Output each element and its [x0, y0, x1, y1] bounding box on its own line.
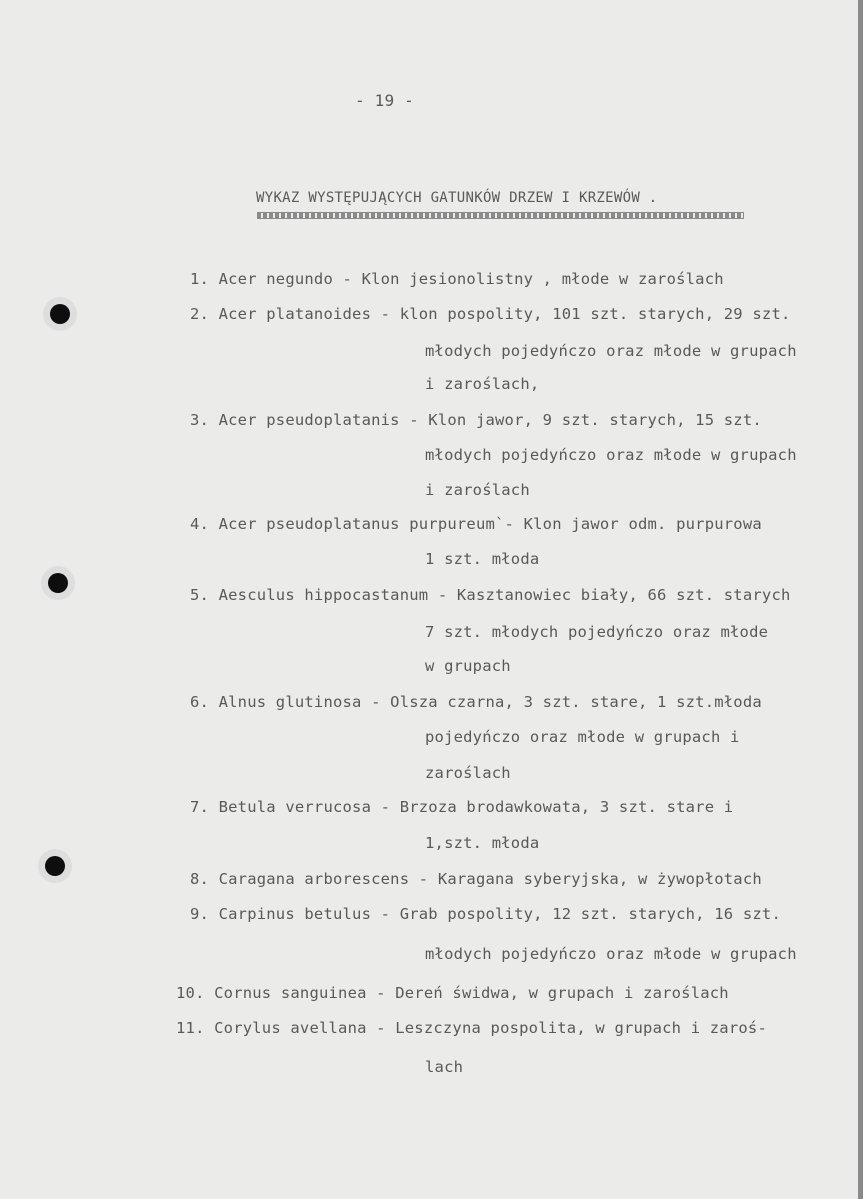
- species-line: pojedyńczo oraz młode w grupach i: [425, 728, 740, 746]
- punch-hole-bottom: [45, 856, 65, 876]
- species-line: 5. Aesculus hippocastanum - Kasztanowiec biały, 66 szt. starych: [190, 586, 791, 604]
- species-line: w grupach: [425, 657, 511, 675]
- species-line: zaroślach: [425, 764, 511, 782]
- species-line: 3. Acer pseudoplatanis - Klon jawor, 9 szt. starych, 15 szt.: [190, 411, 762, 429]
- species-line: i zaroślach: [425, 481, 530, 499]
- species-line: 8. Caragana arborescens - Karagana syberyjska, w żywopłotach: [190, 870, 762, 888]
- species-line: 1,szt. młoda: [425, 834, 540, 852]
- species-line: lach: [425, 1058, 464, 1076]
- species-line: 9. Carpinus betulus - Grab pospolity, 12 szt. starych, 16 szt.: [190, 905, 781, 923]
- species-line: 2. Acer platanoides - klon pospolity, 101 szt. starych, 29 szt.: [190, 305, 791, 323]
- species-line: 4. Acer pseudoplatanus purpureum`- Klon jawor odm. purpurowa: [190, 515, 762, 533]
- species-line: 6. Alnus glutinosa - Olsza czarna, 3 szt. stare, 1 szt.młoda: [190, 693, 762, 711]
- species-line: młodych pojedyńczo oraz młode w grupach: [425, 446, 797, 464]
- title-underline: [257, 212, 744, 219]
- species-line: i zaroślach,: [425, 375, 540, 393]
- punch-hole-middle: [48, 573, 68, 593]
- page-number: - 19 -: [355, 91, 414, 110]
- species-line: 10. Cornus sanguinea - Dereń świdwa, w grupach i zaroślach: [176, 984, 729, 1002]
- punch-hole-top: [50, 304, 70, 324]
- species-line: 1. Acer negundo - Klon jesionolistny , młode w zaroślach: [190, 270, 724, 288]
- species-line: młodych pojedyńczo oraz młode w grupach: [425, 342, 797, 360]
- document-title: WYKAZ WYSTĘPUJĄCYCH GATUNKÓW DRZEW I KRZEWÓW .: [256, 190, 658, 206]
- species-line: 1 szt. młoda: [425, 550, 540, 568]
- species-line: 7. Betula verrucosa - Brzoza brodawkowata, 3 szt. stare i: [190, 798, 734, 816]
- species-line: 11. Corylus avellana - Leszczyna pospolita, w grupach i zaroś-: [176, 1019, 767, 1037]
- species-line: 7 szt. młodych pojedyńczo oraz młode: [425, 623, 769, 641]
- species-line: młodych pojedyńczo oraz młode w grupach: [425, 945, 797, 963]
